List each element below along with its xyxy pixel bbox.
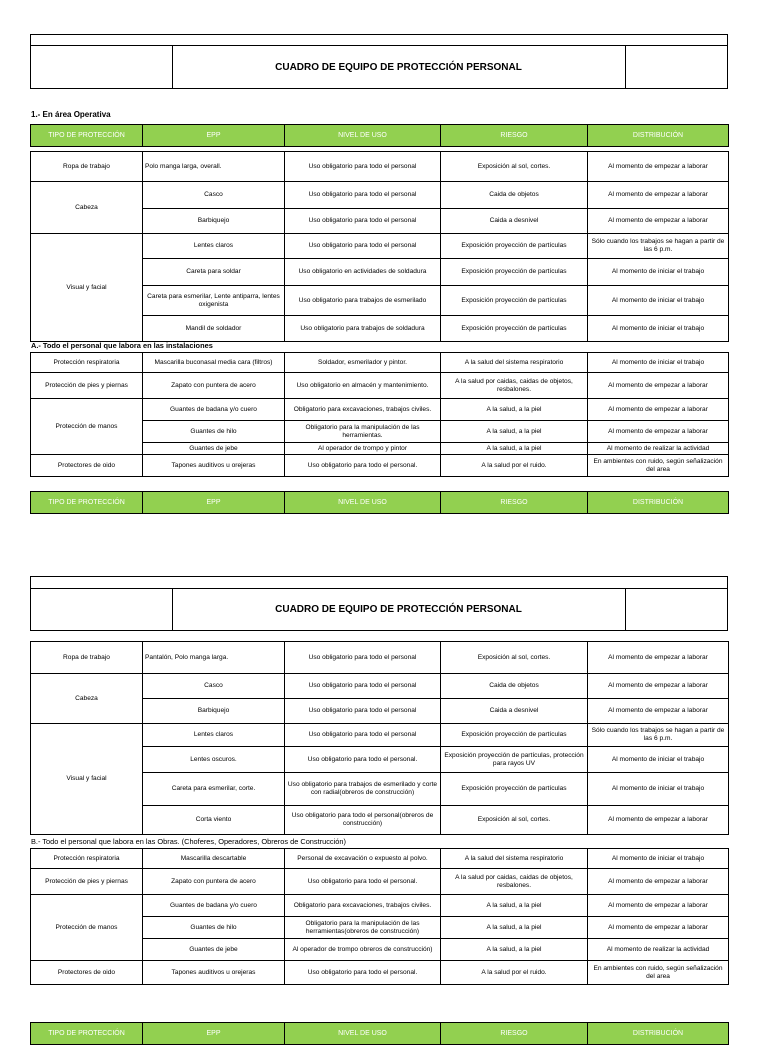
cell-nivel: Uso obligatorio en actividades de soldadura [285,259,441,286]
cell-nivel: Uso obligatorio para todo el personal [285,724,441,747]
epp-table-1b [30,352,729,477]
table-row [31,961,729,985]
table-row [31,674,729,699]
cell-riesgo: A la salud por el ruido. [441,961,588,985]
cell-distribucion: Al momento de realizar la actividad [588,443,729,455]
epp-table-2b [30,848,729,985]
epp-table-1 [30,151,729,342]
cell-riesgo: Exposición proyección de partículas [441,234,588,259]
cell-epp: Zapato con puntera de acero [143,373,285,399]
section-title-operativa: 1.- En área Operativa [31,110,111,119]
cell-distribucion: Al momento de empezar a laborar [588,917,729,939]
cell-distribucion: Sólo cuando los trabajos se hagan a partir de las 6 p.m. [588,724,729,747]
cell-nivel: Uso obligatorio para todo el personal [285,234,441,259]
table-row [31,152,729,182]
cell-riesgo: Caida a desnivel [441,209,588,234]
cell-nivel: Uso obligatorio para trabajos de esmerilado [285,286,441,316]
header-tipo: TIPO DE PROTECCIÓN [31,492,143,514]
cell-riesgo: Exposición al sol, cortes. [441,642,588,674]
cell-riesgo: A la salud, a la piel [441,421,588,443]
cell-distribucion: Al momento de iniciar el trabajo [588,773,729,806]
cell-riesgo: A la salud, a la piel [441,895,588,917]
header-nivel: NIVEL DE USO [285,1023,441,1045]
cell-tipo: Cabeza [31,182,143,234]
cell-nivel: Uso obligatorio para trabajos de soldadura [285,316,441,342]
cell-epp: Mascarilla buconasal media cara (filtros) [143,353,285,373]
header-epp: EPP [143,125,285,147]
cell-distribucion: Al momento de iniciar el trabajo [588,353,729,373]
cell-nivel: Uso obligatorio para todo el personal [285,182,441,209]
header-riesgo: RIESGO [441,125,588,147]
table-row [31,353,729,373]
cell-riesgo: A la salud por caidas, caidas de objetos, resbalones. [441,869,588,895]
cell-epp: Tapones auditivos u orejeras [143,455,285,477]
cell-tipo: Protectores de oido [31,961,143,985]
header-tipo: TIPO DE PROTECCIÓN [31,125,143,147]
cell-nivel: Uso obligatorio para todo el personal [285,642,441,674]
title-code-cell-2 [625,588,728,631]
cell-riesgo: Exposición proyección de partículas [441,724,588,747]
cell-distribucion: Al momento de empezar a laborar [588,152,729,182]
cell-distribucion: Al momento de empezar a laborar [588,399,729,421]
cell-distribucion: Al momento de iniciar el trabajo [588,286,729,316]
cell-nivel: Al operador de trompo y pintor [285,443,441,455]
table-row [31,373,729,399]
cell-distribucion: En ambientes con ruido, según señalización del area [588,455,729,477]
cell-distribucion: Al momento de empezar a laborar [588,699,729,724]
cell-riesgo: A la salud, a la piel [441,939,588,961]
cell-epp: Guantes de badana y/o cuero [143,895,285,917]
title-code-cell-1 [625,45,728,89]
cell-distribucion: Al momento de iniciar el trabajo [588,259,729,286]
cell-nivel: Uso obligatorio para todo el personal(obreros de construcción) [285,806,441,835]
cell-epp: Careta para esmerilar, corte. [143,773,285,806]
cell-distribucion: Al momento de realizar la actividad [588,939,729,961]
header-epp: EPP [143,492,285,514]
cell-nivel: Obligatorio para excavaciones, trabajos civiles. [285,399,441,421]
cell-nivel: Al operador de trompo obreros de construcción) [285,939,441,961]
cell-tipo: Cabeza [31,674,143,724]
cell-distribucion: Al momento de iniciar el trabajo [588,849,729,869]
cell-riesgo: A la salud por el ruido. [441,455,588,477]
cell-distribucion: Al momento de empezar a laborar [588,642,729,674]
cell-riesgo: Exposición proyección de partículas [441,259,588,286]
table-row [31,849,729,869]
cell-epp: Tapones auditivos u orejeras [143,961,285,985]
cell-epp: Mandil de soldador [143,316,285,342]
cell-tipo: Visual y facial [31,724,143,835]
table-row [31,455,729,477]
cell-riesgo: Exposición proyección de partículas, protección para rayos UV [441,747,588,773]
cell-epp: Guantes de jebe [143,443,285,455]
cell-riesgo: Exposición al sol, cortes. [441,806,588,835]
cell-distribucion: Al momento de empezar a laborar [588,674,729,699]
cell-nivel: Uso obligatorio para todo el personal. [285,961,441,985]
cell-nivel: Uso obligatorio para todo el personal. [285,747,441,773]
cell-nivel: Uso obligatorio para todo el personal. [285,869,441,895]
title-logo-cell-1 [30,45,173,89]
cell-nivel: Obligatorio para excavaciones, trabajos civiles. [285,895,441,917]
header-tipo: TIPO DE PROTECCIÓN [31,1023,143,1045]
cell-epp: Lentes oscuros. [143,747,285,773]
cell-tipo: Ropa de trabajo [31,642,143,674]
cell-nivel: Soldador, esmerilador y pintor. [285,353,441,373]
cell-tipo: Protección respiratoria [31,849,143,869]
cell-distribucion: Al momento de empezar a laborar [588,373,729,399]
header-distribucion: DISTRIBUCIÓN [588,492,729,514]
cell-tipo: Protección respiratoria [31,353,143,373]
cell-epp: Careta para soldar [143,259,285,286]
cell-distribucion: Al momento de empezar a laborar [588,869,729,895]
cell-riesgo: Caida de objetos [441,182,588,209]
cell-nivel: Uso obligatorio para todo el personal. [285,455,441,477]
footer-header-row-1 [30,491,729,514]
cell-nivel: Uso obligatorio para trabajos de esmerilado y corte con radial(obreros de construcción) [285,773,441,806]
cell-riesgo: Exposición proyección de partículas [441,773,588,806]
cell-distribucion: Sólo cuando los trabajos se hagan a partir de las 6 p.m. [588,234,729,259]
title-logo-cell-2 [30,588,173,631]
cell-riesgo: A la salud del sistema respiratorio [441,849,588,869]
footer-header-row-2 [30,1022,729,1045]
cell-distribucion: Al momento de empezar a laborar [588,421,729,443]
cell-distribucion: Al momento de iniciar el trabajo [588,747,729,773]
cell-epp: Lentes claros [143,234,285,259]
cell-nivel: Uso obligatorio en almacén y mantenimiento. [285,373,441,399]
table-row [31,642,729,674]
cell-riesgo: Caida a desnivel [441,699,588,724]
cell-epp: Guantes de hilo [143,917,285,939]
document-title-1: CUADRO DE EQUIPO DE PROTECCIÓN PERSONAL [172,45,626,89]
cell-tipo: Visual y facial [31,234,143,342]
cell-epp: Guantes de jebe [143,939,285,961]
cell-nivel: Personal de excavación o expuesto al polvo. [285,849,441,869]
table-row [31,724,729,747]
header-epp: EPP [143,1023,285,1045]
header-row-1 [30,124,729,147]
cell-epp: Barbiquejo [143,699,285,724]
cell-tipo: Protección de pies y piernas [31,869,143,895]
cell-distribucion: Al momento de empezar a laborar [588,209,729,234]
cell-nivel: Uso obligatorio para todo el personal [285,674,441,699]
cell-epp: Casco [143,182,285,209]
cell-distribucion: Al momento de empezar a laborar [588,182,729,209]
cell-epp: Polo manga larga, overall. [143,152,285,182]
header-riesgo: RIESGO [441,492,588,514]
cell-tipo: Protectores de oido [31,455,143,477]
cell-epp: Careta para esmerilar, Lente antiparra, lentes oxigenista [143,286,285,316]
cell-riesgo: A la salud por caidas, caidas de objetos, resbalones. [441,373,588,399]
cell-nivel: Obligatorio para la manipulación de las herramientas(obreros de construcción) [285,917,441,939]
group-note-b: B.- Todo el personal que labora en las Obras. (Choferes, Operadores, Obreros de Construcción) [31,837,346,846]
table-row [31,895,729,917]
table-row [31,399,729,421]
cell-epp: Corta viento [143,806,285,835]
cell-epp: Barbiquejo [143,209,285,234]
cell-distribucion: Al momento de empezar a laborar [588,895,729,917]
table-row [31,234,729,259]
cell-epp: Pantalón, Polo manga larga. [143,642,285,674]
cell-distribucion: Al momento de empezar a laborar [588,806,729,835]
cell-epp: Guantes de hilo [143,421,285,443]
header-distribucion: DISTRIBUCIÓN [588,1023,729,1045]
cell-tipo: Ropa de trabajo [31,152,143,182]
header-nivel: NIVEL DE USO [285,125,441,147]
cell-epp: Guantes de badana y/o cuero [143,399,285,421]
cell-tipo: Protección de manos [31,895,143,961]
cell-riesgo: A la salud, a la piel [441,917,588,939]
header-nivel: NIVEL DE USO [285,492,441,514]
cell-tipo: Protección de manos [31,399,143,455]
cell-epp: Casco [143,674,285,699]
cell-nivel: Uso obligatorio para todo el personal [285,152,441,182]
document-title-2: CUADRO DE EQUIPO DE PROTECCIÓN PERSONAL [172,588,626,631]
cell-nivel: Obligatorio para la manipulación de las herramientas. [285,421,441,443]
cell-riesgo: Exposición proyección de partículas [441,286,588,316]
cell-riesgo: A la salud del sistema respiratorio [441,353,588,373]
cell-epp: Mascarilla descartable [143,849,285,869]
cell-nivel: Uso obligatorio para todo el personal [285,209,441,234]
cell-riesgo: Caida de objetos [441,674,588,699]
cell-epp: Zapato con puntera de acero [143,869,285,895]
cell-distribucion: Al momento de iniciar el trabajo [588,316,729,342]
header-riesgo: RIESGO [441,1023,588,1045]
cell-tipo: Protección de pies y piernas [31,373,143,399]
group-note-a: A.- Todo el personal que labora en las instalaciones [31,341,213,350]
cell-distribucion: En ambientes con ruido, según señalización del area [588,961,729,985]
cell-riesgo: Exposición al sol, cortes. [441,152,588,182]
table-row [31,182,729,209]
cell-riesgo: Exposición proyección de partículas [441,316,588,342]
epp-table-2 [30,641,729,835]
table-row [31,869,729,895]
header-distribucion: DISTRIBUCIÓN [588,125,729,147]
cell-riesgo: A la salud, a la piel [441,443,588,455]
cell-riesgo: A la salud, a la piel [441,399,588,421]
cell-nivel: Uso obligatorio para todo el personal [285,699,441,724]
cell-epp: Lentes claros [143,724,285,747]
